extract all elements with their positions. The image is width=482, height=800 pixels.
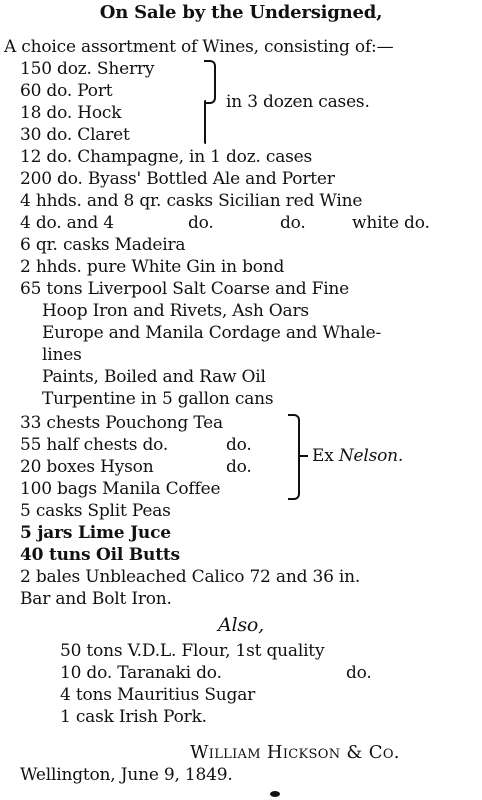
list-item: 6 qr. casks Madeira [20, 235, 186, 255]
place-date: Wellington, June 9, 1849. [20, 765, 233, 785]
list-item: 2 hhds. pure White Gin in bond [20, 257, 285, 277]
signature: William Hickson & Co. [190, 742, 400, 763]
wine-item: 60 do. Port [20, 81, 113, 101]
also-item: 4 tons Mauritius Sugar [60, 685, 256, 705]
list-item: 65 tons Liverpool Salt Coarse and Fine [20, 279, 350, 299]
indented-item: Paints, Boiled and Raw Oil [42, 367, 266, 387]
white-wine-line-a: 4 do. and 4 [20, 213, 114, 233]
also-heading: Also, [217, 614, 265, 636]
ship-name: Nelson. [338, 446, 404, 466]
tea-item: 100 bags Manila Coffee [20, 479, 221, 499]
list-item: 2 bales Unbleached Calico 72 and 36 in. [20, 567, 361, 587]
list-item: 5 casks Split Peas [20, 501, 171, 521]
tea-item-ditto: do. [226, 435, 252, 455]
ex-note [312, 445, 403, 467]
brace-tip [300, 455, 308, 457]
wine-item: 30 do. Claret [20, 125, 130, 145]
list-item: 40 tuns Oil Butts [20, 545, 180, 565]
tea-item: 20 boxes Hyson [20, 457, 154, 477]
also-item: 50 tons V.D.L. Flour, 1st quality [60, 641, 325, 661]
tea-item-ditto: do. [226, 457, 252, 477]
wine-group-note: in 3 dozen cases. [226, 92, 370, 112]
white-wine-line-d: white do. [352, 213, 430, 233]
indented-item: lines [42, 345, 82, 365]
list-item: 200 do. Byass' Bottled Ale and Porter [20, 169, 335, 189]
brace-upper [204, 60, 216, 104]
ink-blot [270, 791, 280, 797]
tea-item: 33 chests Pouchong Tea [20, 413, 223, 433]
wine-item: 18 do. Hock [20, 103, 122, 123]
brace-ex-nelson [288, 414, 300, 500]
indented-item: Europe and Manila Cordage and Whale- [42, 323, 382, 343]
ex-prefix: Ex [312, 446, 339, 466]
tea-item: 55 half chests do. [20, 435, 169, 455]
intro-line: A choice assortment of Wines, consisting of:— [4, 37, 394, 57]
also-item: 10 do. Taranaki do. [60, 663, 222, 683]
wine-item: 150 doz. Sherry [20, 59, 155, 79]
also-item-ditto: do. [346, 663, 372, 683]
list-item: 12 do. Champagne, in 1 doz. cases [20, 147, 313, 167]
list-item: Bar and Bolt Iron. [20, 589, 172, 609]
brace-lower-guide [204, 100, 206, 144]
indented-item: Turpentine in 5 gallon cans [42, 389, 274, 409]
heading: On Sale by the Undersigned, [99, 2, 383, 23]
white-wine-line-c: do. [280, 213, 306, 233]
list-item: 5 jars Lime Juce [20, 523, 171, 543]
also-item: 1 cask Irish Pork. [60, 707, 207, 727]
white-wine-line-b: do. [188, 213, 214, 233]
list-item: 4 hhds. and 8 qr. casks Sicilian red Wine [20, 191, 363, 211]
indented-item: Hoop Iron and Rivets, Ash Oars [42, 301, 309, 321]
